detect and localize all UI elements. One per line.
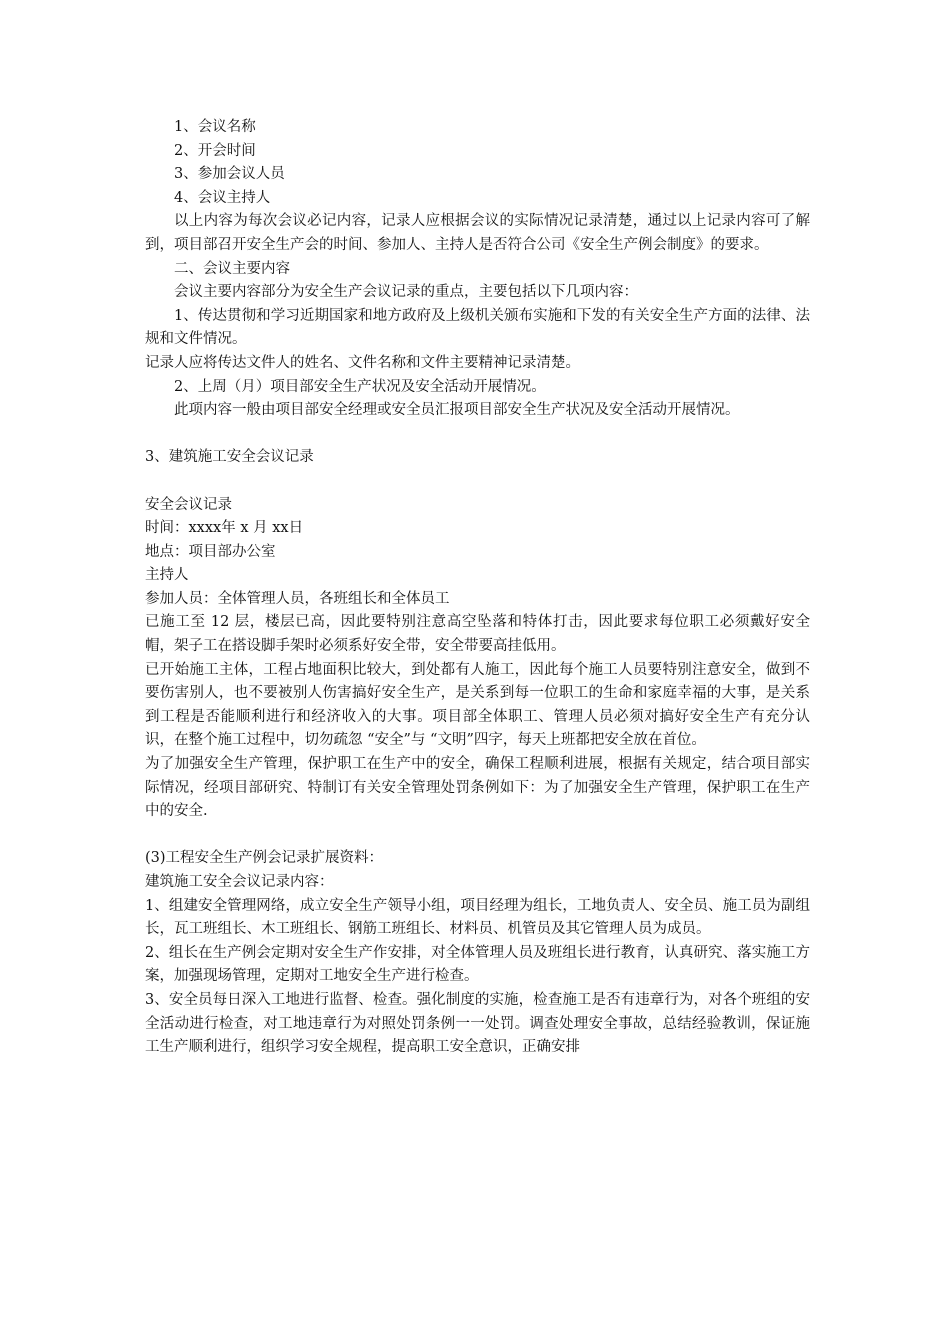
main-content-intro: 会议主要内容部分为安全生产会议记录的重点，主要包括以下几项内容： bbox=[174, 284, 638, 301]
content-item-2: 2、上周（月）项目部安全生产状况及安全活动开展情况。 bbox=[174, 378, 546, 395]
extension-item-2: 2、组长在生产例会定期对安全生产作安排，对全体管理人员及班组长进行教育，认真研究、落实施工方案，加强现场管理，定期对工地安全生产进行检查。 bbox=[145, 944, 810, 985]
section-heading-main-content: 二、会议主要内容 bbox=[174, 260, 290, 277]
record-paragraph-1: 已施工至 12 层，楼层已高，因此要特别注意高空坠落和特体打击，因此要求每位职工必须戴好安全帽，架子工在搭设脚手架时必须系好安全带，安全带要高挂低用。 bbox=[145, 614, 810, 655]
extension-item-3: 3、安全员每日深入工地进行监督、检查。强化制度的实施，检查施工是否有违章行为，对各个班组的安全活动进行检查，对工地违章行为对照处罚条例一一处罚。调查处理安全事故，总结经验教训，保证施工生产顺利进行，组织学习安全规程，提高职工安全意识，正确安排 bbox=[145, 991, 810, 1056]
extension-title: (3)工程安全生产例会记录扩展资料： bbox=[145, 850, 384, 867]
extension-subtitle: 建筑施工安全会议记录内容： bbox=[145, 874, 334, 890]
record-paragraph-2: 已开始施工主体，工程占地面积比较大，到处都有人施工，因此每个施工人员要特别注意安全，做到不要伤害别人，也不要被别人伤害搞好安全生产，是关系到每一位职工的生命和家庭幸福的大事，是关系到工程是否能顺利进行和经济收入的大事。项目部全体职工、管理人员必须对搞好安全生产有充分认识，在整个施工过程中，切勿疏忽 “安全”与 “文明”四字，每天上班都把安全放在首位。 bbox=[145, 661, 810, 749]
record-host: 主持人 bbox=[145, 567, 189, 584]
content-item-1-note: 记录人应将传达文件人的姓名、文件名称和文件主要精神记录清楚。 bbox=[145, 354, 580, 371]
agenda-item-attendees: 3、参加会议人员 bbox=[174, 166, 285, 183]
record-attendees: 参加人员：全体管理人员，各班组长和全体员工 bbox=[145, 590, 450, 607]
section-title-construction-safety-record: 3、建筑施工安全会议记录 bbox=[145, 449, 314, 466]
agenda-item-meeting-name: 1、会议名称 bbox=[174, 119, 256, 135]
spacer bbox=[145, 824, 810, 848]
record-title: 安全会议记录 bbox=[145, 496, 232, 513]
content-item-2-note: 此项内容一般由项目部安全经理或安全员汇报项目部安全生产状况及安全活动开展情况。 bbox=[174, 402, 740, 419]
spacer bbox=[145, 470, 810, 494]
content-item-1: 1、传达贯彻和学习近期国家和地方政府及上级机关颁布实施和下发的有关安全生产方面的法律、法规和文件情况。 bbox=[145, 307, 810, 348]
summary-paragraph: 以上内容为每次会议必记内容，记录人应根据会议的实际情况记录清楚，通过以上记录内容可了解到，项目部召开安全生产会的时间、参加人、主持人是否符合公司《安全生产例会制度》的要求。 bbox=[145, 213, 810, 253]
agenda-item-host: 4、会议主持人 bbox=[174, 189, 271, 206]
extension-item-1: 1、组建安全管理网络，成立安全生产领导小组，项目经理为组长，工地负责人、安全员、施工员为副组长，瓦工班组长、木工班组长、钢筋工班组长、材料员、机管员及其它管理人员为成员。 bbox=[145, 897, 810, 938]
agenda-item-meeting-time: 2、开会时间 bbox=[174, 142, 256, 159]
record-time: 时间：xxxx年 x 月 xx日 bbox=[145, 520, 304, 537]
record-place: 地点：项目部办公室 bbox=[145, 543, 276, 560]
spacer bbox=[145, 423, 810, 447]
document-page bbox=[145, 116, 810, 1060]
record-paragraph-3: 为了加强安全生产管理，保护职工在生产中的安全，确保工程顺利进展，根据有关规定，结合项目部实际情况，经项目部研究、特制订有关安全管理处罚条例如下：为了加强安全生产管理，保护职工在生产中的安全. bbox=[145, 756, 810, 820]
